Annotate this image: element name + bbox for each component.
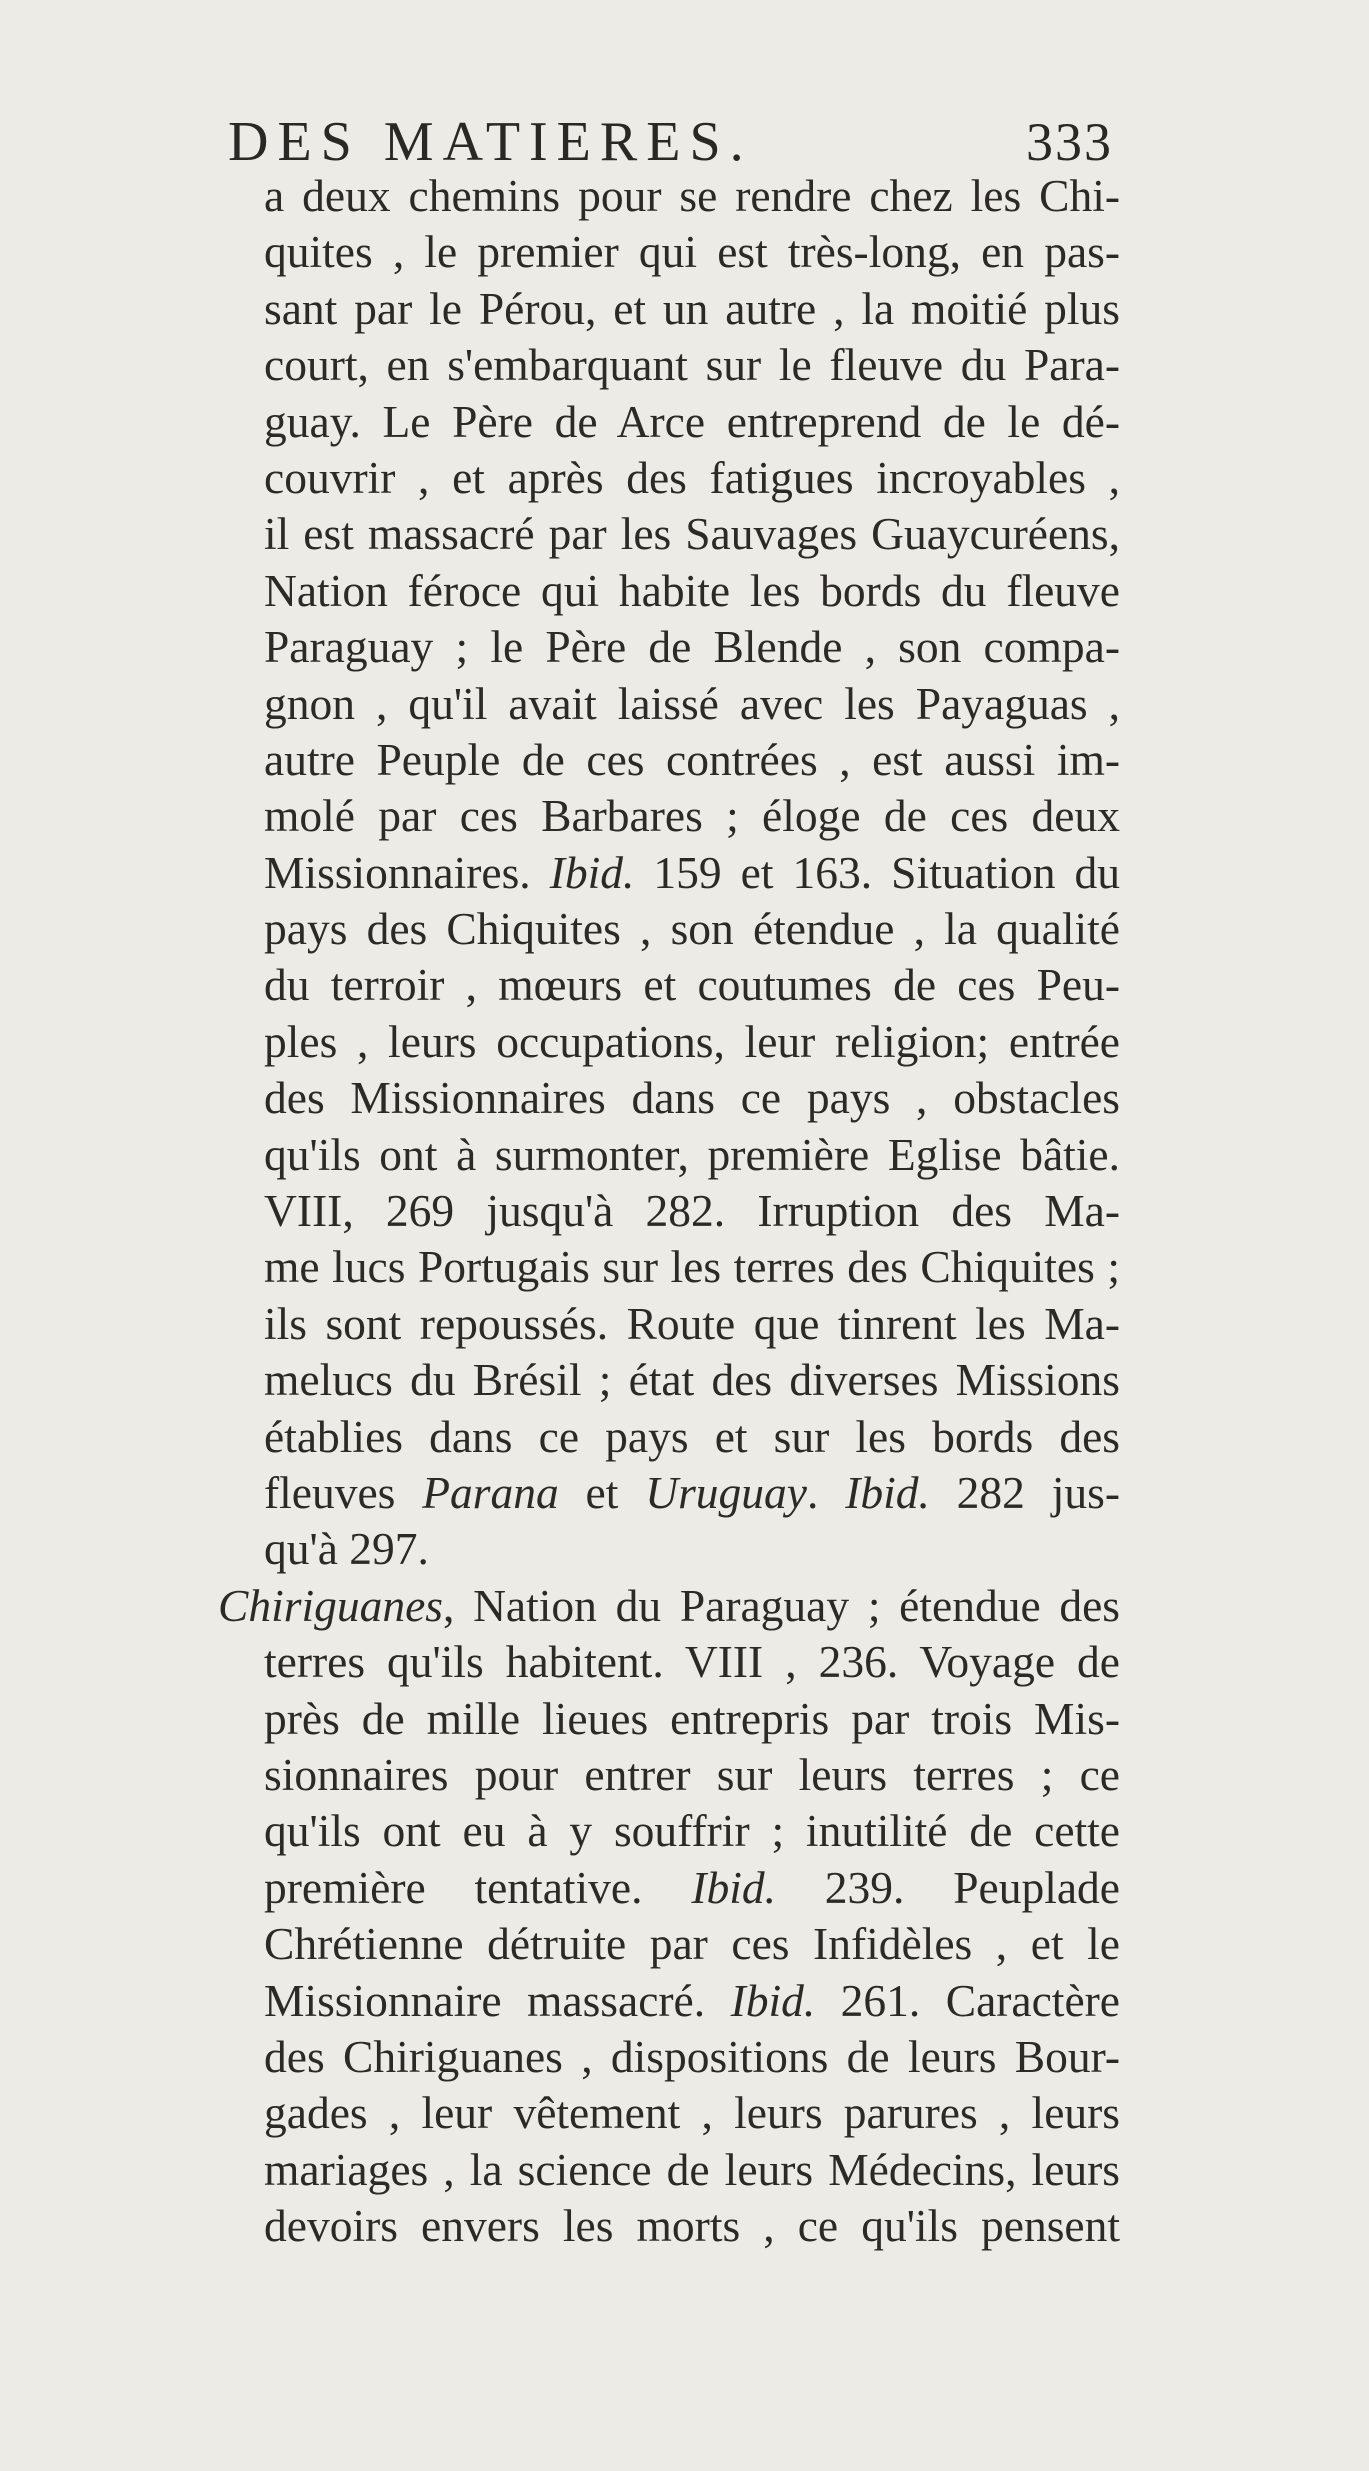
text-line bbox=[218, 1860, 1120, 1916]
text-line bbox=[218, 788, 1120, 844]
text-line bbox=[218, 1014, 1120, 1070]
text-segment: 261. Caractère bbox=[815, 1974, 1120, 2026]
text-segment: . bbox=[806, 1466, 846, 1518]
text-segment: mariages , la science de leurs Médecins, leurs bbox=[264, 2143, 1120, 2195]
text-segment: établies dans ce pays et sur les bords des bbox=[264, 1410, 1120, 1462]
text-line bbox=[218, 1296, 1120, 1352]
text-line bbox=[218, 1239, 1120, 1295]
italic-text: Ibid. bbox=[549, 846, 635, 898]
text-line bbox=[218, 901, 1120, 957]
text-segment: gades , leur vêtement , leurs parures , leurs bbox=[264, 2087, 1120, 2139]
text-segment: Missionnaires. bbox=[264, 846, 550, 898]
text-segment: Nation féroce qui habite les bords du fleuve bbox=[264, 564, 1120, 616]
text-segment: ils sont repoussés. Route que tinrent les Ma- bbox=[264, 1297, 1120, 1349]
text-line bbox=[218, 1803, 1120, 1859]
text-segment: autre Peuple de ces contrées , est aussi im- bbox=[264, 733, 1120, 785]
text-line bbox=[218, 1634, 1120, 1690]
text-line bbox=[218, 2085, 1120, 2141]
text-line bbox=[218, 732, 1120, 788]
text-line bbox=[218, 1578, 1120, 1634]
text-segment: guay. Le Père de Arce entreprend de le dé- bbox=[264, 395, 1120, 447]
text-segment: il est massacré par les Sauvages Guaycuréens, bbox=[264, 508, 1120, 560]
text-segment: ples , leurs occupations, leur religion; entrée bbox=[264, 1015, 1120, 1067]
text-segment: court, en s'embarquant sur le fleuve du Para- bbox=[264, 339, 1120, 391]
text-line bbox=[218, 281, 1120, 337]
text-line bbox=[218, 676, 1120, 732]
text-line bbox=[218, 1465, 1120, 1521]
text-line bbox=[218, 563, 1120, 619]
text-line bbox=[218, 168, 1120, 224]
text-segment: qu'ils ont eu à y souffrir ; inutilité de cette bbox=[264, 1805, 1120, 1857]
text-line bbox=[218, 845, 1120, 901]
text-segment: près de mille lieues entrepris par trois Mis- bbox=[264, 1692, 1120, 1744]
italic-text: Ibid. bbox=[845, 1466, 930, 1518]
text-segment: devoirs envers les morts , ce qu'ils pensent bbox=[264, 2200, 1120, 2252]
text-line bbox=[218, 619, 1120, 675]
text-segment: melucs du Brésil ; état des diverses Missions bbox=[264, 1354, 1120, 1406]
text-line bbox=[218, 2029, 1120, 2085]
text-segment: 282 jus- bbox=[929, 1466, 1121, 1518]
italic-text: Chiriguanes bbox=[218, 1579, 443, 1631]
text-segment: a deux chemins pour se rendre chez les Chi- bbox=[264, 170, 1120, 221]
text-line bbox=[218, 1973, 1120, 2029]
text-segment: Missionnaire massacré. bbox=[264, 1974, 731, 2026]
text-segment: terres qu'ils habitent. VIII , 236. Voyage de bbox=[264, 1636, 1120, 1688]
text-line bbox=[218, 337, 1120, 393]
italic-text: Ibid. bbox=[691, 1861, 776, 1913]
text-segment: Chrétienne détruite par ces Infidèles , et le bbox=[264, 1918, 1120, 1970]
text-line bbox=[218, 1352, 1120, 1408]
text-segment: des Missionnaires dans ce pays , obstacles bbox=[264, 1072, 1120, 1124]
text-line bbox=[218, 224, 1120, 280]
text-segment: quites , le premier qui est très-long, en pas- bbox=[264, 226, 1120, 278]
text-line bbox=[218, 1070, 1120, 1126]
text-segment: première tentative. bbox=[264, 1861, 692, 1913]
text-segment: qu'ils ont à surmonter, première Eglise bâtie. bbox=[264, 1128, 1120, 1180]
text-line bbox=[218, 1183, 1120, 1239]
text-segment: me lucs Portugais sur les terres des Chiquites ; bbox=[264, 1241, 1120, 1293]
text-segment: , Nation du Paraguay ; étendue des bbox=[443, 1579, 1120, 1631]
text-segment: Paraguay ; le Père de Blende , son compa- bbox=[264, 621, 1120, 673]
italic-text: Ibid. bbox=[730, 1974, 816, 2026]
text-segment: couvrir , et après des fatigues incroyables , bbox=[264, 451, 1120, 503]
text-line bbox=[218, 1691, 1120, 1747]
text-segment: gnon , qu'il avait laissé avec les Payaguas , bbox=[264, 677, 1120, 729]
text-segment: pays des Chiquites , son étendue , la qualité bbox=[264, 903, 1120, 955]
text-segment: VIII, 269 jusqu'à 282. Irruption des Ma- bbox=[264, 1185, 1120, 1237]
text-line bbox=[218, 1916, 1120, 1972]
text-line bbox=[218, 506, 1120, 562]
text-segment: du terroir , mœurs et coutumes de ces Peu- bbox=[264, 959, 1120, 1011]
text-segment: et bbox=[558, 1466, 646, 1518]
italic-text: Parana bbox=[422, 1466, 559, 1518]
text-line bbox=[218, 2198, 1120, 2254]
text-segment: 239. Peuplade bbox=[775, 1861, 1120, 1913]
text-segment: sant par le Pérou, et un autre , la moitié plus bbox=[264, 282, 1120, 334]
text-line bbox=[218, 1409, 1120, 1465]
text-segment: fleuves bbox=[264, 1466, 423, 1518]
index-body-text bbox=[218, 168, 1120, 2254]
text-segment: sionnaires pour entrer sur leurs terres ; ce bbox=[264, 1748, 1120, 1800]
running-head bbox=[228, 112, 1113, 172]
text-line bbox=[218, 1521, 1120, 1577]
text-line bbox=[218, 1127, 1120, 1183]
text-segment: molé par ces Barbares ; éloge de ces deux bbox=[264, 790, 1120, 842]
text-line bbox=[218, 1747, 1120, 1803]
text-segment: des Chiriguanes , dispositions de leurs Bour- bbox=[264, 2030, 1120, 2082]
italic-text: Uruguay bbox=[645, 1466, 807, 1518]
text-line bbox=[218, 450, 1120, 506]
text-line bbox=[218, 2142, 1120, 2198]
page-number: 333 bbox=[1026, 112, 1113, 172]
text-segment: qu'à 297. bbox=[264, 1523, 429, 1575]
text-line bbox=[218, 394, 1120, 450]
text-line bbox=[218, 957, 1120, 1013]
text-segment: 159 et 163. Situation du bbox=[634, 846, 1121, 898]
running-title: DES MATIERES. bbox=[228, 111, 753, 173]
